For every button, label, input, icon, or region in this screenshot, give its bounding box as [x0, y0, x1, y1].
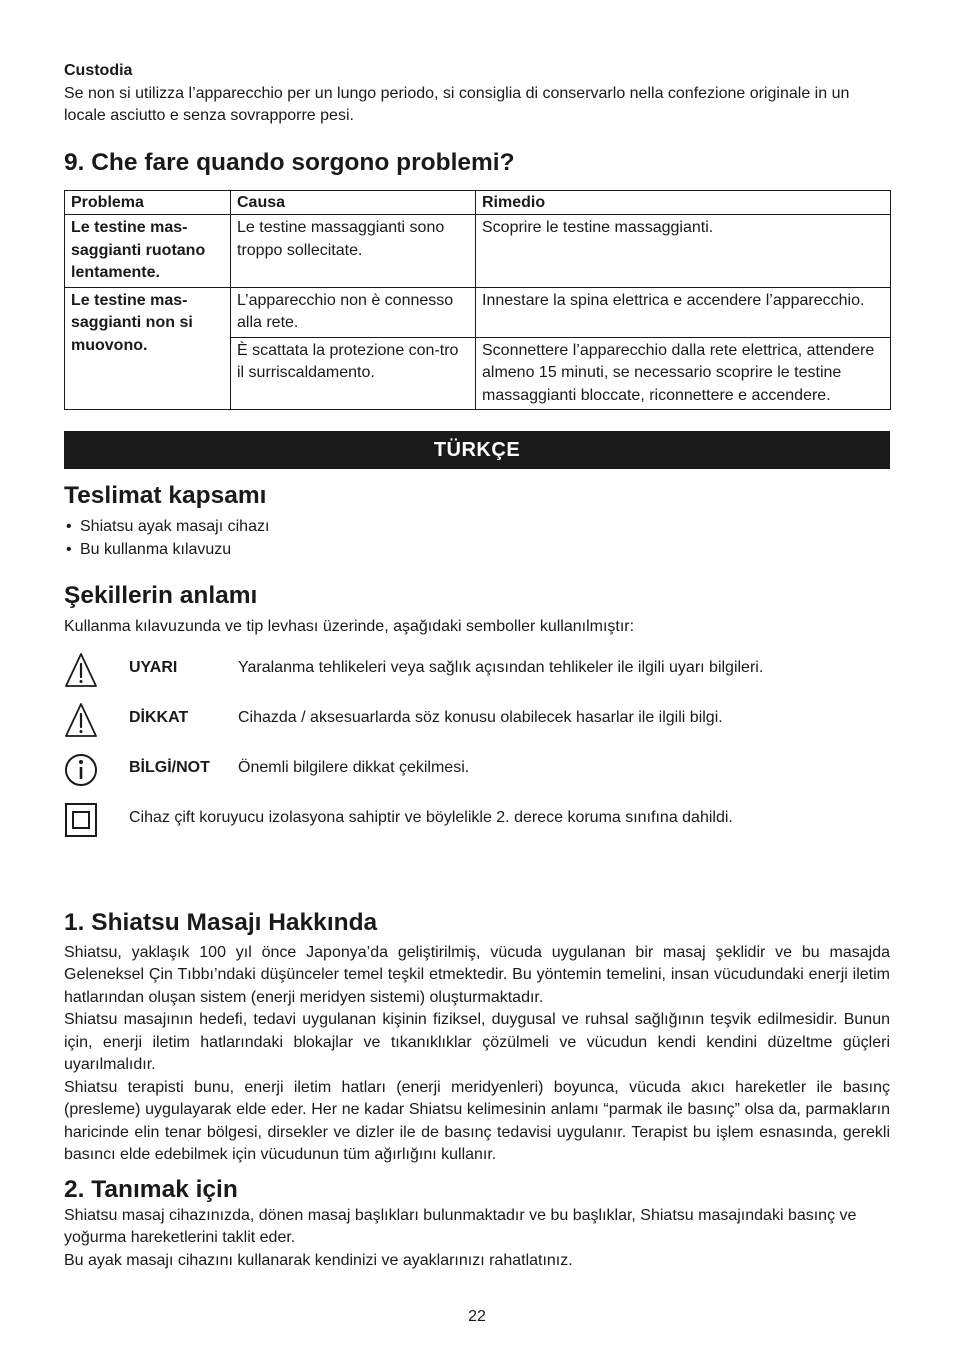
list-item	[64, 538, 890, 561]
symbol-row-insulation	[64, 807, 890, 857]
shiatsu-heading: 1. Shiatsu Masajı Hakkında	[64, 908, 378, 936]
symbol-label: DİKKAT	[129, 708, 189, 726]
scope-heading: Teslimat kapsamı	[64, 482, 267, 509]
symbols-heading: Şekillerin anlamı	[64, 582, 258, 609]
symbol-row-caution	[64, 707, 890, 757]
know-paragraph: Bu ayak masajı cihazını kullanarak kendinizi ve ayaklarınızı rahatlatınız.	[64, 1251, 573, 1269]
symbol-row-info	[64, 757, 890, 807]
language-bar: TÜRKÇE	[64, 431, 890, 469]
symbol-label: UYARI	[129, 658, 178, 676]
double-insulation-square-icon	[64, 800, 98, 840]
problem-cell: Le testine mas-saggianti non si muovono.	[65, 287, 231, 410]
symbol-text: Yaralanma tehlikeleri veya sağlık açısından tehlikeler ile ilgili uyarı bilgileri.	[238, 658, 764, 676]
custodia-text: Se non si utilizza l’apparecchio per un lungo periodo, si consiglia di conservarlo nella confezione originale in un locale asciutto e senza sovrapporre pesi.	[64, 84, 850, 124]
symbol-text: Cihazda / aksesuarlarda söz konusu olabilecek hasarlar ile ilgili bilgi.	[238, 708, 723, 726]
symbol-text: Önemli bilgilere dikkat çekilmesi.	[238, 758, 470, 776]
cause-cell: L’apparecchio non è connesso alla rete.	[231, 287, 476, 337]
table-row	[65, 215, 891, 288]
table-header-row	[65, 190, 891, 215]
cause-cell: Le testine massaggianti sono troppo sollecitate.	[231, 215, 476, 288]
scope-list	[64, 515, 890, 561]
header-cause: Causa	[231, 190, 476, 215]
page-number: 22	[468, 1308, 486, 1325]
problem-cell: Le testine mas-saggianti ruotano lentamente.	[65, 215, 231, 288]
troubleshooting-table	[64, 190, 891, 411]
table-row	[65, 287, 891, 337]
cause-cell: È scattata la protezione con-tro il surriscaldamento.	[231, 337, 476, 410]
warning-triangle-icon	[64, 650, 98, 690]
shiatsu-paragraph: Shiatsu terapisti bunu, enerji iletim hatları (enerji meridyenleri) boyunca, vücuda akıcı hareketler ile basınç (presleme) uygulayarak elde eder. Her ne kadar Shiatsu kelimesinin anlamı “parmak ile basınç” olsa da, parmakların haricinde elin tenar bölgesi, dirsekler ve dizler ile de basınç tedavisi uygulanır. Terapist bu işlem esnasında, gerekli basıncı elde edebilmek için vücudunun tüm ağırlığını kullanır.	[64, 1078, 890, 1163]
remedy-cell: Scoprire le testine massaggianti.	[476, 215, 891, 288]
caution-triangle-icon	[64, 700, 98, 740]
header-remedy: Rimedio	[476, 190, 891, 215]
symbol-text: Cihaz çift koruyucu izolasyona sahiptir ve böylelikle 2. derece koruma sınıfına dahildi.	[129, 808, 733, 826]
problems-heading: 9. Che fare quando sorgono problemi?	[64, 148, 515, 176]
bullet-icon: •	[66, 518, 72, 535]
custodia-heading: Custodia	[64, 62, 133, 79]
remedy-cell: Innestare la spina elettrica e accendere l’apparecchio.	[476, 287, 891, 337]
document-page	[64, 60, 890, 1272]
shiatsu-paragraph: Shiatsu masajının hedefi, tedavi uygulanan kişinin fiziksel, duygusal ve ruhsal sağlığının teşvik edilmesidir. Bunun için, enerji iletim hatlarındaki blokajlar ve tıkanıklıklar çözülmeli ve vücudun kendi kendini düzeltme güçleri uyarılmalıdır.	[64, 1011, 890, 1073]
list-item-text: Bu kullanma kılavuzu	[80, 541, 232, 558]
list-item	[64, 515, 890, 538]
symbol-label: BİLGİ/NOT	[129, 758, 210, 776]
know-paragraph: Shiatsu masaj cihazınızda, dönen masaj başlıkları bulunmaktadır ve bu başlıklar, Shiatsu masajındaki basınç ve yoğurma hareketlerini taklit eder.	[64, 1206, 857, 1246]
header-problem: Problema	[65, 190, 231, 215]
symbol-row-warning	[64, 657, 890, 707]
remedy-cell: Sconnettere l’apparecchio dalla rete elettrica, attendere almeno 15 minuti, se necessario scoprire le testine massaggianti bloccate, riconnettere e accendere.	[476, 337, 891, 410]
symbols-intro: Kullanma kılavuzunda ve tip levhası üzerinde, aşağıdaki semboller kullanılmıştır:	[64, 618, 635, 635]
know-heading: 2. Tanımak için	[64, 1175, 238, 1203]
list-item-text: Shiatsu ayak masajı cihazı	[80, 518, 270, 535]
bullet-icon: •	[66, 541, 72, 558]
shiatsu-paragraph: Shiatsu, yaklaşık 100 yıl önce Japonya’da geliştirilmiş, vücuda uygulanan bir masaj şeklidir ve bu masajda Geleneksel Çin Tıbbı’ndaki düşünceler temel teşkil etmektedir. Bu yöntemin temelini, insan vücudundaki enerji iletim hatlarından oluşan sistem (enerji meridyen sistemi) oluşturmaktadır.	[64, 943, 890, 1006]
info-circle-icon	[64, 750, 98, 790]
